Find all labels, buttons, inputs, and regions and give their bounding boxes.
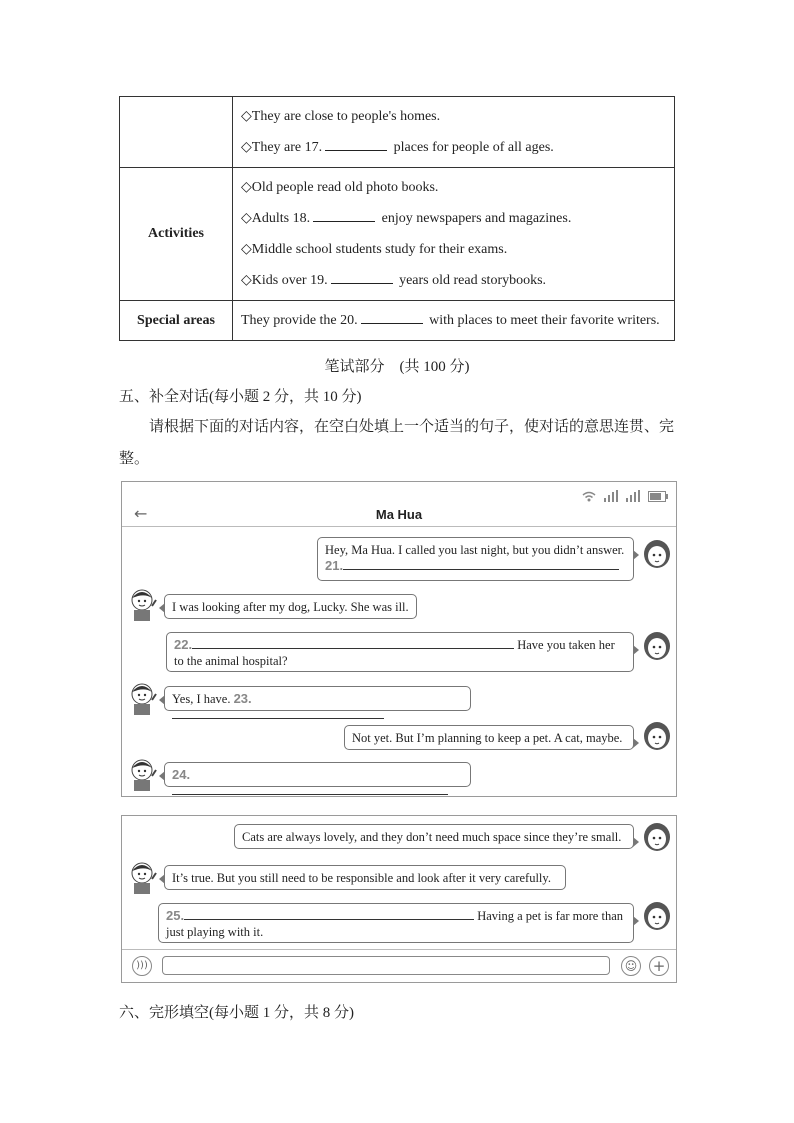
signal-icon <box>604 490 618 502</box>
question-number: 24. <box>172 767 191 782</box>
voice-icon[interactable]: ))) <box>132 956 152 976</box>
message-input[interactable] <box>162 956 610 975</box>
signal-icon <box>626 490 640 502</box>
row-label: Activities <box>120 168 233 301</box>
answer-blank-18[interactable] <box>313 209 375 222</box>
status-bar <box>582 488 668 502</box>
message-text: Yes, I have. <box>172 692 231 706</box>
chat-screen-1 <box>121 481 677 797</box>
table-row <box>120 97 675 168</box>
boy-avatar-icon <box>128 682 158 716</box>
section5-heading: 五、补全对话(每小题 2 分，共 10 分) <box>119 389 362 405</box>
girl-avatar-icon <box>642 900 672 934</box>
message-text: Not yet. But I’m planning to keep a pet. A cat, maybe. <box>352 731 623 745</box>
question-number: 25. <box>166 908 185 923</box>
answer-line-24[interactable] <box>172 783 448 795</box>
table-line: ◇Adults 18. enjoy newspapers and magazines. <box>241 211 572 226</box>
section6-heading: 六、完形填空(每小题 1 分，共 8 分) <box>119 1005 354 1021</box>
message-text: It’s true. But you still need to be responsible and look after it very carefully. <box>172 871 551 885</box>
message-bubble <box>166 632 634 672</box>
boy-avatar-icon <box>128 861 158 895</box>
written-part-title: 笔试部分 (共 100 分) <box>324 359 470 375</box>
question-number: 21. <box>325 558 344 573</box>
chat-input-bar <box>122 949 676 982</box>
boy-avatar-icon <box>128 588 158 622</box>
girl-avatar-icon <box>642 720 672 754</box>
message-bubble <box>344 725 634 750</box>
wifi-icon <box>582 491 596 502</box>
battery-icon <box>648 491 668 502</box>
message-bubble <box>164 865 566 890</box>
back-arrow-icon[interactable]: ← <box>134 504 148 523</box>
message-bubble <box>164 686 471 711</box>
answer-blank-17[interactable] <box>325 138 387 151</box>
emoji-icon[interactable]: ☺ <box>621 956 641 976</box>
message-bubble <box>158 903 634 943</box>
table-row <box>120 301 675 341</box>
answer-line-21[interactable] <box>343 558 619 570</box>
table-line: ◇Middle school students study for their exams. <box>241 242 508 257</box>
message-text: Have you taken her to the animal hospital? <box>174 638 615 668</box>
answer-line-23[interactable] <box>172 707 384 719</box>
table-line: ◇They are 17. places for people of all ages. <box>241 140 554 155</box>
answer-blank-19[interactable] <box>331 271 393 284</box>
girl-avatar-icon <box>642 821 672 855</box>
message-bubble <box>317 537 634 581</box>
girl-avatar-icon <box>642 630 672 664</box>
row-content <box>233 97 675 168</box>
message-text: Cats are always lovely, and they don’t need much space since they’re small. <box>242 830 622 844</box>
table-line: ◇They are close to people's homes. <box>241 109 441 124</box>
table-row <box>120 168 675 301</box>
question-number: 23. <box>233 691 252 706</box>
message-bubble <box>164 762 471 787</box>
message-text: I was looking after my dog, Lucky. She was ill. <box>172 600 409 614</box>
table-line: ◇Kids over 19. years old read storybooks. <box>241 273 547 288</box>
add-icon[interactable]: + <box>649 956 669 976</box>
message-text: Hey, Ma Hua. I called you last night, but you didn’t answer. <box>325 543 625 557</box>
row-content <box>233 301 675 341</box>
table-line: They provide the 20. with places to meet their favorite writers. <box>241 313 660 328</box>
message-bubble <box>164 594 417 619</box>
message-bubble <box>234 824 634 849</box>
row-label <box>120 97 233 168</box>
table-line: ◇Old people read old photo books. <box>241 180 439 195</box>
chat-screen-2 <box>121 815 677 983</box>
answer-line-22[interactable] <box>192 637 514 649</box>
row-label: Special areas <box>120 301 233 341</box>
chat-header <box>122 504 676 527</box>
section5-instruction: 请根据下面的对话内容，在空白处填上一个适当的句子，使对话的意思连贯、完整。 <box>119 419 675 467</box>
answer-line-25[interactable] <box>184 908 474 920</box>
chat-title: Ma Hua <box>375 507 423 522</box>
info-table <box>119 96 675 341</box>
boy-avatar-icon <box>128 758 158 792</box>
answer-blank-20[interactable] <box>361 311 423 324</box>
question-number: 22. <box>174 637 193 652</box>
row-content <box>233 168 675 301</box>
girl-avatar-icon <box>642 538 672 572</box>
message-text: Having a pet is far more than just playing with it. <box>166 909 623 939</box>
